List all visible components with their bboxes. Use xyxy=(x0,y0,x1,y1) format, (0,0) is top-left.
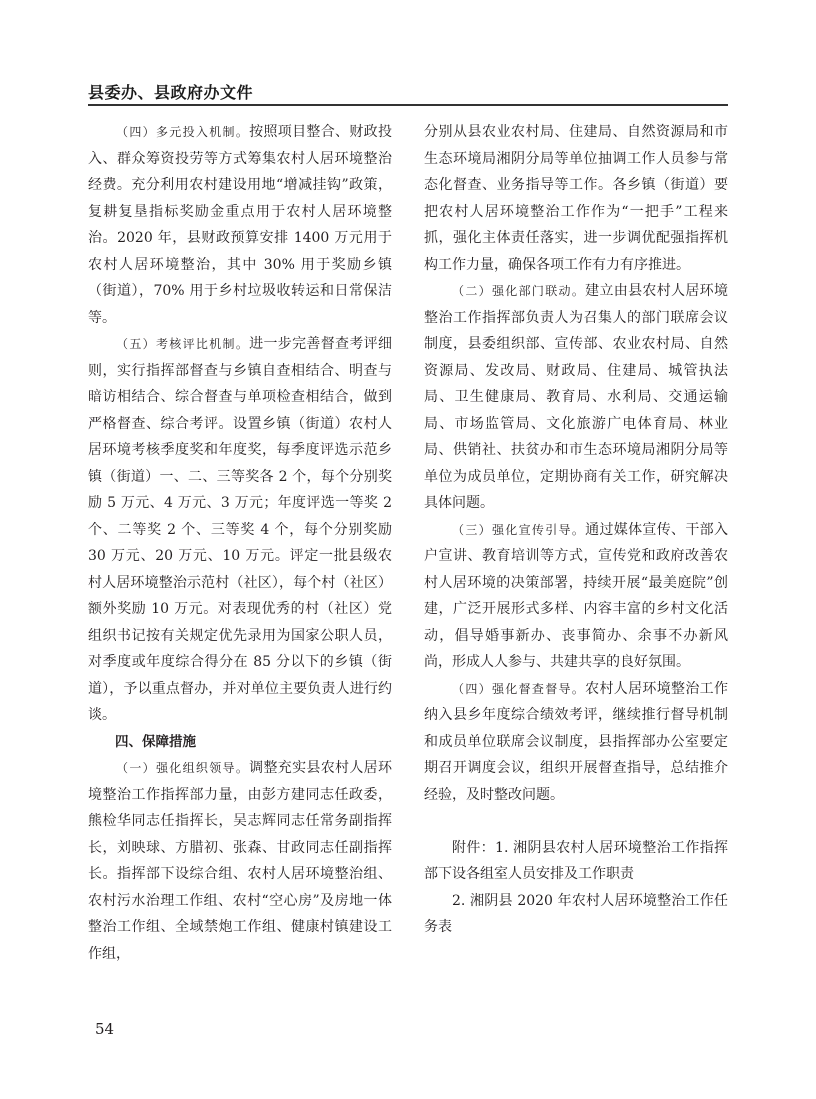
section-heading: 四、保障措施 xyxy=(115,733,196,750)
right-column xyxy=(424,119,728,941)
header-rule xyxy=(88,104,728,106)
attachment-item-2: 2. 湘阴县 2020 年农村人居环境整治工作任务表 xyxy=(424,892,728,935)
paragraph-publicity-guidance xyxy=(424,517,728,676)
paragraph-text: 按照项目整合、财政投入、群众筹资投劳等方式筹集农村人居环境整治经费。充分利用农村建设用地“增减挂钩”政策，复耕复垦指标奖励金重点用于农村人居环境整治。2020 年，县财政预算安排 1400 万元用于农村人居环境整治，其中 30% 用于奖励乡镇（街道），70% 用于乡村垃圾收转运和日常保洁等。 xyxy=(88,124,392,326)
paragraph-continuation: 分别从县农业农村局、住建局、自然资源局和市生态环境局湘阴分局等单位抽调工作人员参与常态化督查、业务指导等工作。各乡镇（街道）要把农村人居环境整治工作作为“一把手”工程来抓，强化主体责任落实，进一步调优配强指挥机构工作力量，确保各项工作有力有序推进。 xyxy=(424,124,728,273)
paragraph-label: （一）强化组织领导。 xyxy=(116,761,250,775)
paragraph-text: 通过媒体宣传、干部入户宣讲、教育培训等方式，宣传党和政府改善农村人居环境的决策部署，持续开展“最美庭院”创建，广泛开展形式多样、内容丰富的乡村文化活动，倡导婚事新办、丧事简办、余事不办新风尚，形成人人参与、共建共享的良好氛围。 xyxy=(424,521,728,670)
paragraph-label: （四）多元投入机制。 xyxy=(116,125,250,139)
paragraph-label: （三）强化宣传引导。 xyxy=(452,522,586,537)
paragraph-supervision xyxy=(424,676,728,809)
attachment-item-1: 附件：1. 湘阴县农村人居环境整治工作指挥部下设各组室人员安排及工作职责 xyxy=(424,839,728,882)
spacer xyxy=(424,808,728,835)
paragraph-diversified-investment xyxy=(88,119,392,331)
paragraph-department-coordination xyxy=(424,278,728,517)
paragraph-organizational-leadership xyxy=(88,755,392,967)
paragraph-label: （五）考核评比机制。 xyxy=(116,337,250,351)
paragraph-text: 农村人居环境整治工作纳入县乡年度综合绩效考评，继续推行督导机制和成员单位联席会议制度，县指挥部办公室要定期召开调度会议，组织开展督查指导，总结推介经验，及时整改问题。 xyxy=(424,680,728,803)
left-column xyxy=(88,119,392,967)
paragraph-label: （四）强化督查督导。 xyxy=(452,681,586,696)
attachment-list xyxy=(424,835,728,941)
document-header: 县委办、县政府办文件 xyxy=(88,83,254,102)
paragraph-text: 进一步完善督查考评细则，实行指挥部督查与乡镇自查相结合、明查与暗访相结合、综合督查与单项检查相结合，做到严格督查、综合考评。设置乡镇（街道）农村人居环境考核季度奖和年度奖，每季度评选示范乡镇（街道）一、二、三等奖各 2 个，每个分别奖励 5 万元、4 万元、3 万元；年度评选一等奖 2 个、二等奖 2 个、三等奖 4 个，每个分别奖励 30 万元、20 万元、10 万元。评定一批县级农村人居环境整治示范村（社区），每个村（社区）额外奖励 10 万元。对表现优秀的村（社区）党组织书记按有关规定优先录用为国家公职人员，对季度或年度综合得分在 85 分以下的乡镇（街道），予以重点督办，并对单位主要负责人进行约谈。 xyxy=(88,336,392,723)
paragraph-assessment-mechanism xyxy=(88,331,392,729)
page-number: 54 xyxy=(95,1020,115,1038)
paragraph-text: 调整充实县农村人居环境整治工作指挥部力量，由彭方建同志任政委，熊检华同志任指挥长，吴志辉同志任常务副指挥长，刘映球、方腊初、张森、甘政同志任副指挥长。指挥部下设综合组、农村人居环境整治组、农村污水治理工作组、农村“空心房”及房地一体整治工作组、全域禁炮工作组、健康村镇建设工作组， xyxy=(88,760,392,962)
paragraph-label: （二）强化部门联动。 xyxy=(452,284,586,298)
paragraph-text: 建立由县农村人居环境整治工作指挥部负责人为召集人的部门联席会议制度，县委组织部、宣传部、农业农村局、自然资源局、发改局、财政局、住建局、城管执法局、卫生健康局、教育局、水利局、交通运输局、市场监管局、文化旅游广电体育局、林业局、供销社、扶贫办和市生态环境局湘阴分局等单位为成员单位，定期协商有关工作，研究解决具体问题。 xyxy=(424,283,728,511)
